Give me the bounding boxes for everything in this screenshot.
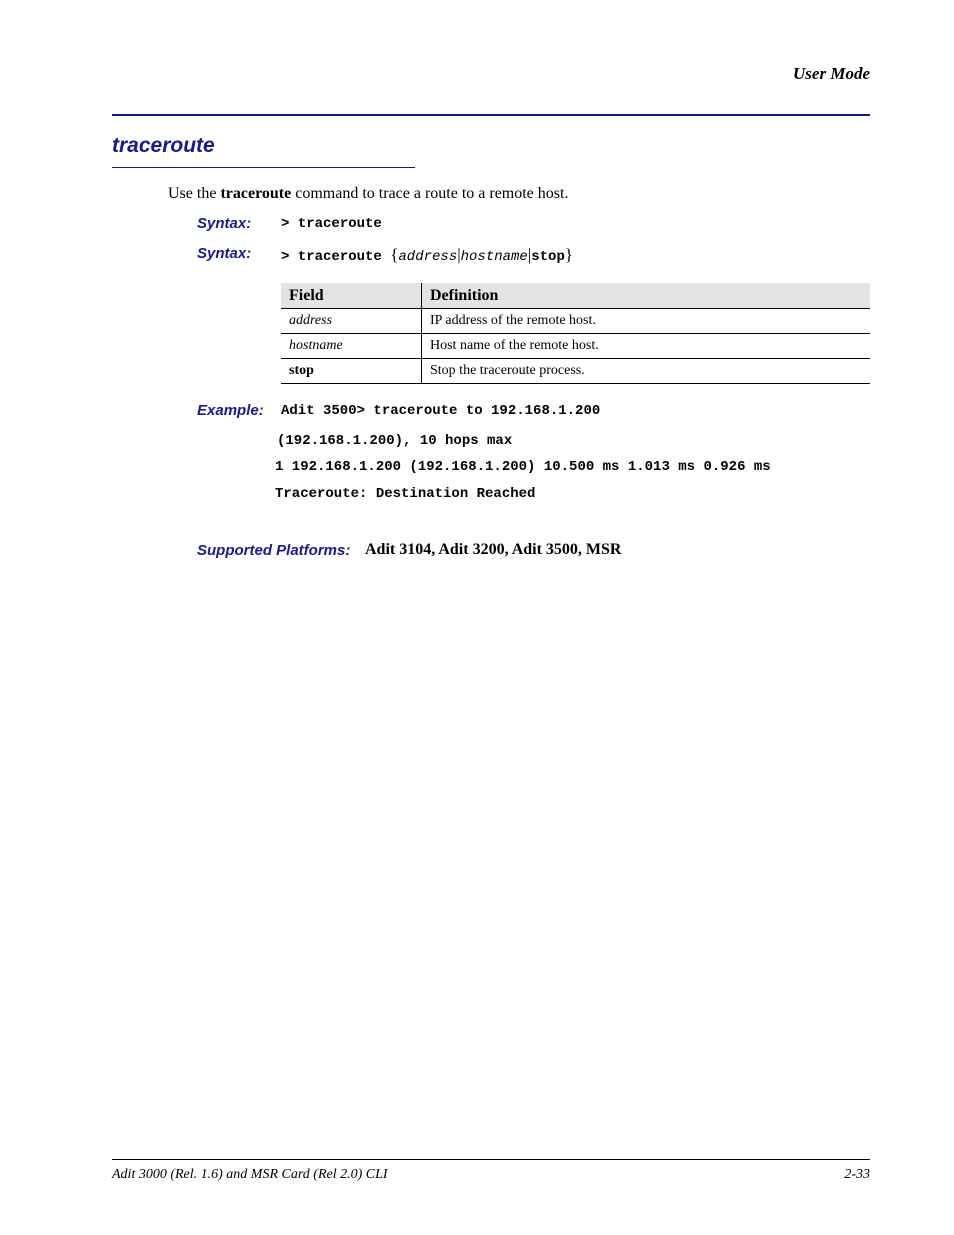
field-definition-table: [281, 283, 870, 384]
definition-cell: Host name of the remote host.: [422, 334, 871, 359]
example-line: (192.168.1.200), 10 hops max: [277, 433, 513, 449]
intro-command: traceroute: [220, 185, 292, 202]
platforms-value: Adit 3104, Adit 3200, Adit 3500, MSR: [365, 541, 622, 558]
example-line: 1 192.168.1.200 (192.168.1.200) 10.500 ms 1.013 ms 0.926 ms: [275, 459, 771, 475]
syntax-command: traceroute: [297, 216, 382, 232]
definition-cell: Stop the traceroute process.: [422, 359, 871, 384]
field-cell: hostname: [281, 334, 422, 359]
example-label: Example:: [197, 402, 264, 419]
platforms-label: Supported Platforms:: [197, 542, 351, 559]
syntax-command: traceroute: [297, 249, 391, 265]
syntax-prompt: >: [281, 216, 298, 232]
title-underline: [112, 167, 415, 168]
table-header-row: [281, 283, 870, 309]
definition-cell: IP address of the remote host.: [422, 309, 871, 334]
syntax-label: Syntax:: [197, 215, 252, 232]
intro-paragraph: [168, 185, 568, 203]
syntax-line-2: [281, 245, 573, 265]
header-divider: [112, 114, 870, 116]
syntax-arg-address: address: [398, 249, 458, 265]
syntax-prompt: >: [281, 249, 298, 265]
table-row: [281, 359, 870, 384]
syntax-line-1: [281, 216, 382, 232]
syntax-label: Syntax:: [197, 245, 252, 262]
syntax-separator: |: [527, 245, 532, 264]
chapter-title: User Mode: [793, 64, 870, 83]
footer-document-title: Adit 3000 (Rel. 1.6) and MSR Card (Rel 2.0) CLI: [112, 1167, 388, 1182]
example-line: Adit 3500> traceroute to 192.168.1.200: [281, 403, 601, 419]
table-row: [281, 309, 870, 334]
section-title: traceroute: [112, 134, 215, 157]
footer-divider: [112, 1159, 870, 1160]
syntax-separator: |: [457, 245, 461, 264]
syntax-close-brace: }: [564, 245, 574, 264]
table-row: [281, 334, 870, 359]
field-cell: stop: [281, 359, 422, 384]
syntax-open-brace: {: [390, 245, 399, 264]
syntax-arg-hostname: hostname: [460, 249, 528, 265]
example-line: Traceroute: Destination Reached: [275, 486, 536, 502]
column-header-field: Field: [281, 283, 422, 309]
column-header-definition: Definition: [422, 283, 871, 309]
field-cell: address: [281, 309, 422, 334]
intro-suffix: command to trace a route to a remote host.: [291, 185, 569, 202]
footer-page-number: 2-33: [844, 1167, 870, 1182]
syntax-arg-stop: stop: [531, 249, 565, 265]
intro-prefix: Use the: [168, 185, 221, 202]
